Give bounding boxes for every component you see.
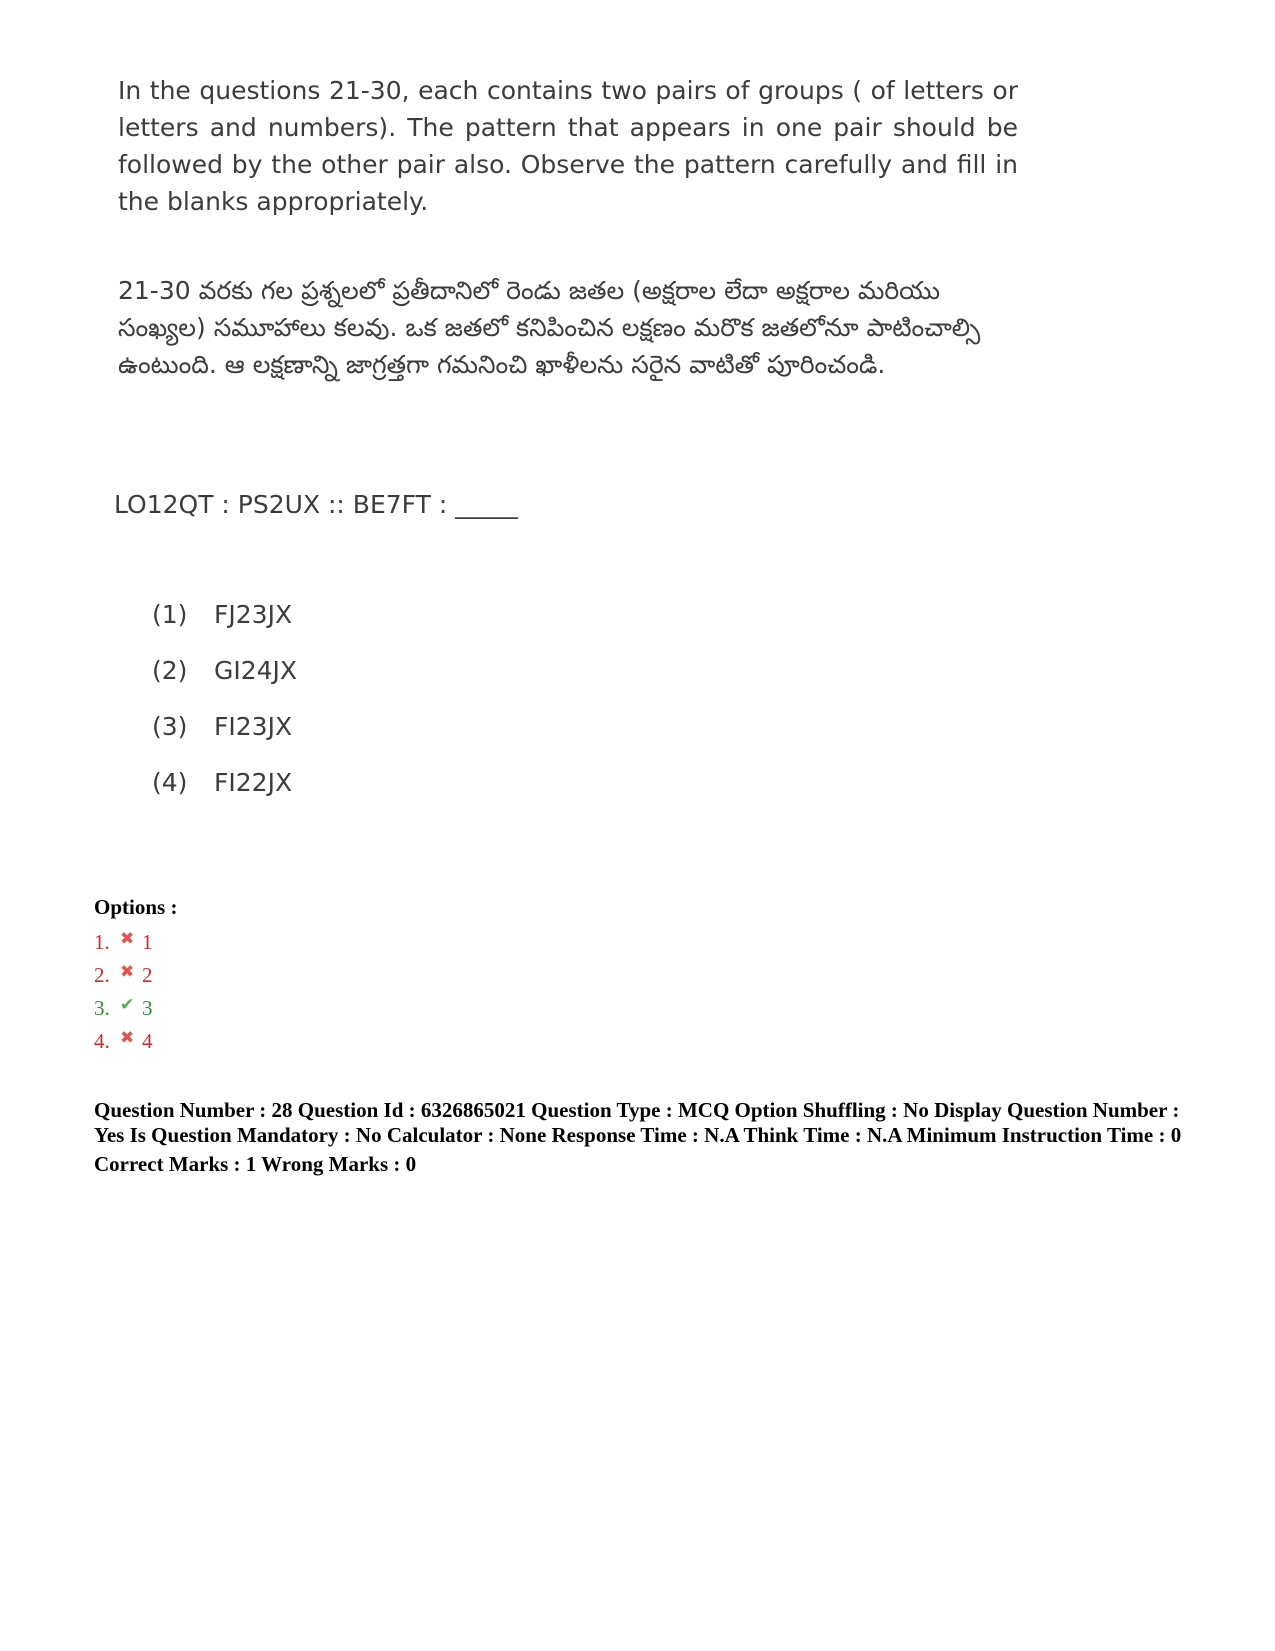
option-value: 3 (142, 996, 153, 1020)
choice-4 (152, 768, 297, 824)
choice-number: (1) (152, 600, 188, 629)
choice-text: GI24JX (214, 656, 298, 685)
options-title: Options : (94, 895, 178, 919)
cross-icon: ✖ (120, 1028, 135, 1047)
option-3 (94, 992, 1184, 1025)
cross-icon: ✖ (120, 962, 135, 981)
choice-2 (152, 656, 297, 712)
cross-icon: ✖ (120, 929, 135, 948)
option-number: 4. (94, 1029, 110, 1053)
question-details: Question Number : 28 Question Id : 6326865021 Question Type : MCQ Option Shuffling : No Display Question Number : Yes Is Question Mandatory : No Calculator : None Response Time : N.A Think Time : N.A Minimum Instruction Time : 0 (94, 1098, 1182, 1147)
choice-text: FI23JX (214, 712, 293, 741)
question-block (118, 72, 1018, 383)
option-number: 3. (94, 996, 110, 1020)
option-number: 2. (94, 963, 110, 987)
pattern-question: LO12QT : PS2UX :: BE7FT : _____ (114, 490, 518, 519)
marks-info: Correct Marks : 1 Wrong Marks : 0 (94, 1152, 417, 1176)
choice-number: (2) (152, 656, 188, 685)
instruction-english: In the questions 21-30, each contains two pairs of groups ( of letters or letters and numbers). The pattern that appears in one pair should be followed by the other pair also. Observe the pattern carefully and fill in the blanks appropriately. (118, 76, 1018, 216)
option-number: 1. (94, 930, 110, 954)
option-value: 2 (142, 963, 153, 987)
choice-1 (152, 600, 297, 656)
option-value: 1 (142, 930, 153, 954)
option-4 (94, 1025, 1184, 1058)
choice-text: FI22JX (214, 768, 293, 797)
answer-choices (152, 600, 297, 824)
choice-number: (3) (152, 712, 188, 741)
choice-text: FJ23JX (214, 600, 293, 629)
check-icon: ✔ (120, 995, 135, 1014)
instruction-telugu: 21-30 వరకు గల ప్రశ్నలలో ప్రతీదానిలో రెండు జతల (అక్షరాల లేదా అక్షరాల మరియు సంఖ్యల) సమూహాలు కలవు. ఒక జతలో కనిపించిన లక్షణం మరొక జతలోనూ పాటించాల్సి ఉంటుంది. ఆ లక్షణాన్ని జాగ్రత్తగా గమనించి ఖాళీలను సరైన వాటితో పూరించండి. (118, 276, 981, 379)
option-2 (94, 959, 1184, 992)
choice-3 (152, 712, 297, 768)
option-value: 4 (142, 1029, 153, 1053)
question-meta (94, 895, 1184, 1177)
choice-number: (4) (152, 768, 188, 797)
option-1 (94, 926, 1184, 959)
